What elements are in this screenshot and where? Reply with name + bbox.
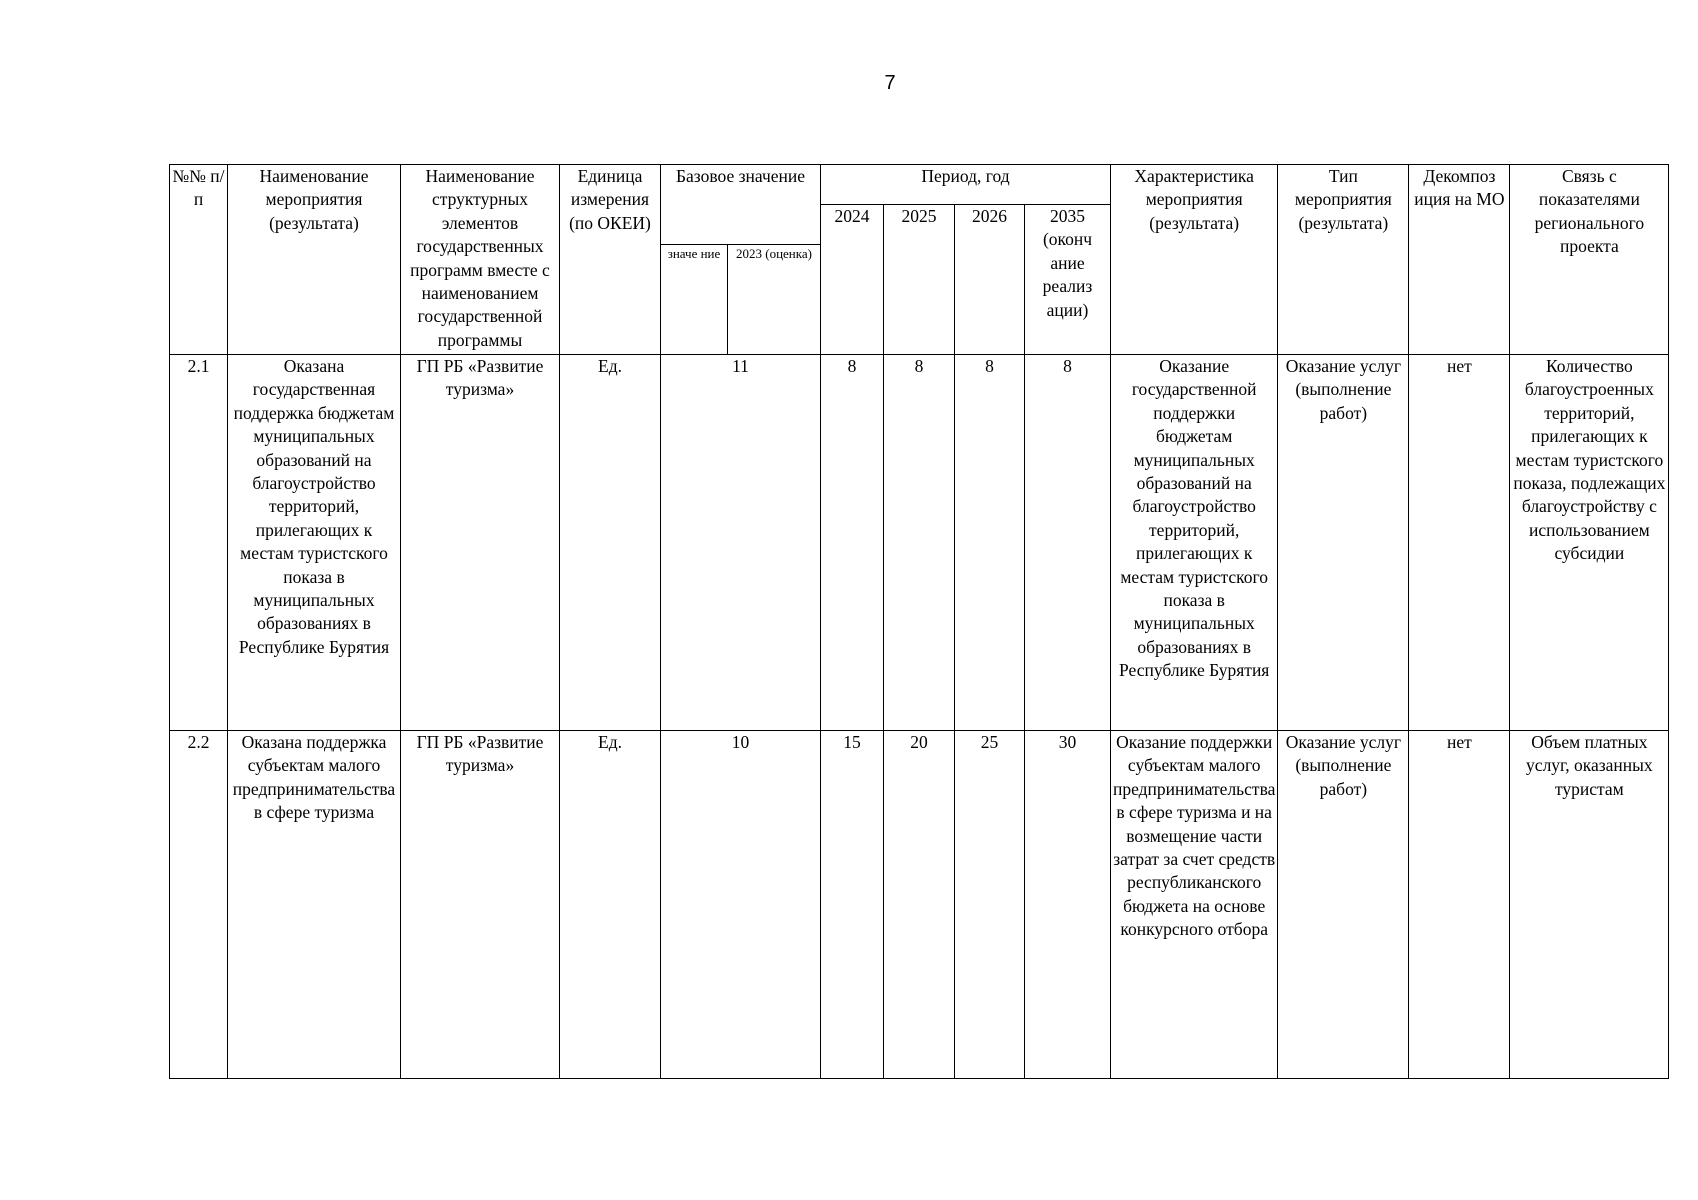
header-name: Наименование мероприятия (результата) [228, 165, 401, 355]
header-char: Характеристика мероприятия (результата) [1111, 165, 1278, 355]
header-base-year: 2023 (оценка) [728, 245, 821, 355]
header-type: Тип мероприятия (результата) [1278, 165, 1409, 355]
cell-unit: Ед. [560, 355, 661, 731]
header-year-2035: 2035 (оконч ание реализ ации) [1025, 205, 1111, 355]
cell-base: 10 [661, 731, 821, 1079]
header-num: №№ п/п [170, 165, 228, 355]
header-unit: Единица измерения (по ОКЕИ) [560, 165, 661, 355]
cell-struct: ГП РБ «Развитие туризма» [401, 355, 560, 731]
header-row [170, 165, 1669, 205]
header-link: Связь с показателями регионального проекта [1510, 165, 1669, 355]
header-base: Базовое значение [661, 165, 821, 245]
cell-2025: 20 [884, 731, 955, 1079]
cell-2024: 8 [821, 355, 884, 731]
page-number: 7 [884, 72, 896, 94]
cell-decomp: нет [1409, 355, 1510, 731]
cell-2035: 8 [1025, 355, 1111, 731]
table-row [170, 731, 1669, 1079]
cell-2024: 15 [821, 731, 884, 1079]
header-period: Период, год [821, 165, 1111, 205]
header-year-2024: 2024 [821, 205, 884, 355]
cell-link: Количество благоустроенных территорий, прилегающих к местам туристского показа, подлежащих благоустройству с использованием субсидии [1510, 355, 1669, 731]
cell-2026: 8 [955, 355, 1025, 731]
cell-char: Оказание поддержки субъектам малого предпринимательства в сфере туризма и на возмещение части затрат за счет средств республиканского бюджета на основе конкурсного отбора [1111, 731, 1278, 1079]
table-row [170, 355, 1669, 731]
cell-type: Оказание услуг (выполнение работ) [1278, 731, 1409, 1079]
cell-struct: ГП РБ «Развитие туризма» [401, 731, 560, 1079]
cell-decomp: нет [1409, 731, 1510, 1079]
header-decomp: Декомпоз иция на МО [1409, 165, 1510, 355]
cell-type: Оказание услуг (выполнение работ) [1278, 355, 1409, 731]
measures-table [169, 164, 1669, 1079]
cell-name: Оказана поддержка субъектам малого предпринимательства в сфере туризма [228, 731, 401, 1079]
cell-name: Оказана государственная поддержка бюджетам муниципальных образований на благоустройство территорий, прилегающих к местам туристского показа в муниципальных образованиях в Республике Бурятия [228, 355, 401, 731]
cell-2026: 25 [955, 731, 1025, 1079]
cell-char: Оказание государственной поддержки бюджетам муниципальных образований на благоустройство территорий, прилегающих к местам туристского показа в муниципальных образованиях в Республике Бурятия [1111, 355, 1278, 731]
cell-base: 11 [661, 355, 821, 731]
header-year-2025: 2025 [884, 205, 955, 355]
cell-2025: 8 [884, 355, 955, 731]
cell-2035: 30 [1025, 731, 1111, 1079]
cell-num: 2.1 [170, 355, 228, 731]
cell-num: 2.2 [170, 731, 228, 1079]
cell-unit: Ед. [560, 731, 661, 1079]
cell-link: Объем платных услуг, оказанных туристам [1510, 731, 1669, 1079]
header-base-value: значе ние [661, 245, 728, 355]
header-year-2026: 2026 [955, 205, 1025, 355]
header-struct: Наименование структурных элементов государственных программ вместе с наименованием государственной программы [401, 165, 560, 355]
